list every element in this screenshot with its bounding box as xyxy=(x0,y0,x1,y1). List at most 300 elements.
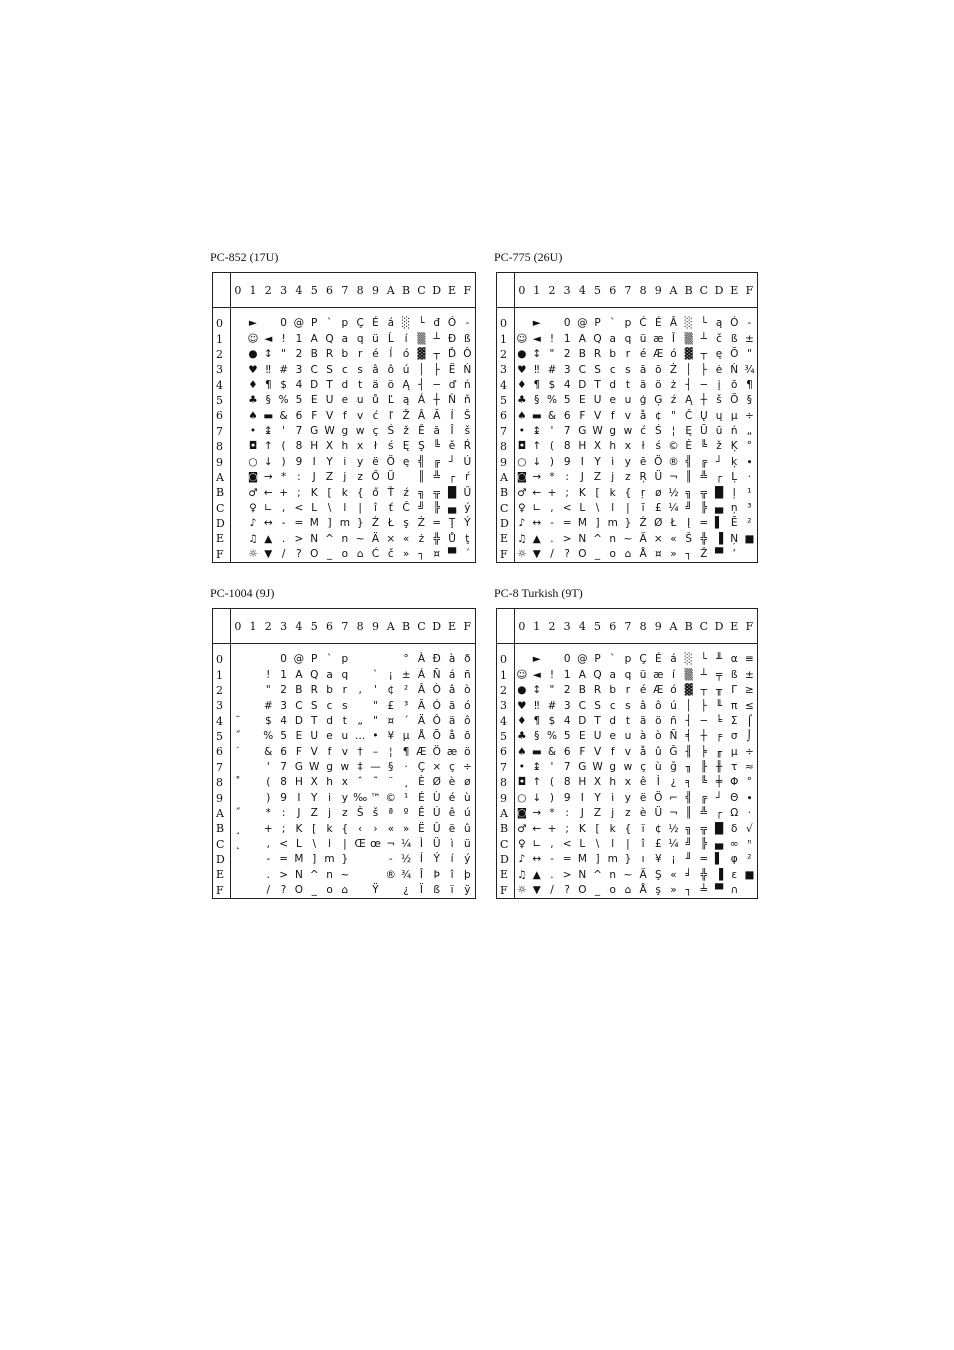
row-header: 0 xyxy=(497,316,514,331)
glyph-cell: ç xyxy=(449,761,455,774)
glyph-cell: Ú xyxy=(432,807,441,820)
glyph-cell: o xyxy=(609,548,616,561)
glyph-cell: ż xyxy=(670,378,677,391)
glyph-cell: i xyxy=(343,455,347,468)
glyph-cell xyxy=(230,331,245,346)
glyph-cell: ’ xyxy=(732,548,736,561)
glyph-cell: đ xyxy=(433,317,441,330)
glyph-cell: S xyxy=(326,363,333,376)
glyph-cell: Û xyxy=(432,822,441,835)
glyph-cell: ▒ xyxy=(684,332,693,345)
glyph-cell: \ xyxy=(312,837,316,850)
table-row xyxy=(497,837,757,852)
glyph-cell: ë xyxy=(448,822,456,835)
glyph-cell: 2 xyxy=(563,348,571,361)
table-row xyxy=(497,316,757,331)
glyph-cell: 0 xyxy=(563,653,571,666)
column-header: D xyxy=(429,273,444,308)
row-header: 0 xyxy=(497,652,514,667)
glyph-cell: t xyxy=(625,378,630,391)
glyph-cell: â xyxy=(639,699,647,712)
table-row xyxy=(213,378,475,393)
table-row xyxy=(213,516,475,531)
column-header: 1 xyxy=(245,609,260,644)
glyph-cell: d xyxy=(326,714,333,727)
glyph-cell: R xyxy=(593,348,602,361)
glyph-cell: l xyxy=(611,501,615,514)
column-header: 6 xyxy=(322,273,337,308)
glyph-cell: ę xyxy=(715,348,723,361)
glyph-cell: { xyxy=(624,822,632,835)
glyph-cell: ± xyxy=(401,668,411,681)
table-row xyxy=(497,470,757,485)
glyph-cell: Ä xyxy=(371,532,380,545)
glyph-cell: Ė xyxy=(685,440,692,453)
glyph-cell: ♣ xyxy=(248,394,258,407)
glyph-cell: e xyxy=(341,394,349,407)
glyph-cell: x xyxy=(624,440,632,453)
glyph-cell: H xyxy=(310,440,319,453)
glyph-cell: 1 xyxy=(563,332,571,345)
glyph-cell: ¼ xyxy=(668,501,679,514)
row-header: 6 xyxy=(497,744,514,759)
glyph-cell: 5 xyxy=(295,394,303,407)
table-row xyxy=(497,347,757,362)
glyph-cell: ┐ xyxy=(685,548,692,561)
glyph-cell: Y xyxy=(311,791,318,804)
glyph-cell: Q xyxy=(310,668,319,681)
glyph-cell: l xyxy=(328,837,331,850)
glyph-cell: v xyxy=(341,745,348,758)
glyph-cell: Θ xyxy=(730,791,739,804)
glyph-cell: @ xyxy=(293,653,305,666)
column-header: 4 xyxy=(575,273,590,308)
table-row xyxy=(497,378,757,393)
row-header: 8 xyxy=(213,439,230,454)
column-header: 4 xyxy=(291,609,306,644)
glyph-cell: è xyxy=(448,776,456,789)
glyph-cell: O xyxy=(310,548,319,561)
glyph-cell xyxy=(230,652,245,667)
glyph-cell: n xyxy=(609,532,617,545)
glyph-cell: ć xyxy=(640,425,646,438)
glyph-cell: ¢ xyxy=(654,409,662,422)
glyph-cell: z xyxy=(357,471,363,484)
row-header: 3 xyxy=(497,362,514,377)
glyph-cell: & xyxy=(547,745,557,758)
glyph-cell: ³ xyxy=(747,501,752,514)
glyph-cell: k xyxy=(609,486,616,499)
glyph-cell: Ś xyxy=(654,425,662,438)
glyph-cell: d xyxy=(341,378,349,391)
glyph-cell: ; xyxy=(565,486,569,499)
glyph-cell: 1 xyxy=(280,668,287,681)
glyph-cell: { xyxy=(356,486,364,499)
table-row xyxy=(497,760,757,775)
glyph-cell xyxy=(230,485,245,500)
glyph-cell: ú xyxy=(464,807,471,820)
column-header: 5 xyxy=(307,273,322,308)
glyph-cell: ě xyxy=(448,440,456,453)
glyph-cell: Ý xyxy=(464,517,471,530)
glyph-cell: b xyxy=(326,684,333,697)
column-header: 6 xyxy=(605,273,620,308)
glyph-cell: ¸ xyxy=(235,822,241,835)
glyph-cell: ╫ xyxy=(715,761,723,774)
glyph-cell: ľ xyxy=(388,409,393,422)
table-row xyxy=(497,501,757,516)
glyph-cell: ║ xyxy=(418,471,425,484)
glyph-cell: ▌ xyxy=(714,853,724,866)
glyph-cell: Ć xyxy=(371,548,380,561)
glyph-cell: Q xyxy=(593,332,602,345)
glyph-cell: σ xyxy=(730,730,738,743)
glyph-cell: ç xyxy=(640,761,646,774)
glyph-cell: ¦ xyxy=(389,745,393,758)
table-row xyxy=(213,547,475,562)
glyph-cell: ◄ xyxy=(532,668,541,681)
column-header: 8 xyxy=(353,273,368,308)
glyph-cell: + xyxy=(263,822,273,835)
glyph-cell: 9 xyxy=(280,791,287,804)
glyph-cell: Ÿ xyxy=(372,884,379,897)
glyph-cell: ¡ xyxy=(671,853,676,866)
glyph-cell: X xyxy=(310,776,318,789)
glyph-cell xyxy=(230,852,245,867)
row-header: F xyxy=(497,883,514,898)
glyph-cell: # xyxy=(547,363,557,376)
glyph-cell: M xyxy=(294,853,304,866)
glyph-cell: , xyxy=(281,501,286,514)
glyph-cell: C xyxy=(578,699,587,712)
glyph-cell: ó xyxy=(402,348,410,361)
glyph-cell: ♦ xyxy=(517,378,527,391)
glyph-cell: ü xyxy=(464,837,471,850)
row-header: D xyxy=(213,852,230,867)
glyph-cell: í xyxy=(404,332,408,345)
glyph-cell: ģ xyxy=(639,394,647,407)
glyph-cell: { xyxy=(624,486,632,499)
glyph-cell: Î xyxy=(419,868,423,881)
table-row xyxy=(497,698,757,713)
glyph-cell: ┬ xyxy=(700,684,707,697)
glyph-cell: ú xyxy=(670,699,677,712)
glyph-cell: ž xyxy=(403,425,409,438)
glyph-cell: % xyxy=(546,730,557,743)
glyph-cell: Ą xyxy=(685,394,693,407)
glyph-cell: å xyxy=(448,730,456,743)
glyph-cell: I xyxy=(312,455,316,468)
row-header: 5 xyxy=(497,393,514,408)
column-header: F xyxy=(460,609,475,644)
table-row xyxy=(213,790,475,805)
glyph-cell: ¤ xyxy=(654,548,662,561)
glyph-cell: 3 xyxy=(563,699,571,712)
glyph-cell: _ xyxy=(594,548,601,561)
glyph-cell: ╩ xyxy=(700,807,707,820)
glyph-cell: Ē xyxy=(730,517,738,530)
column-header: B xyxy=(681,609,696,644)
glyph-cell: W xyxy=(592,425,603,438)
glyph-cell: ñ xyxy=(670,714,677,727)
glyph-cell xyxy=(230,362,245,377)
glyph-cell: Ô xyxy=(432,714,441,727)
glyph-cell: ÿ xyxy=(464,884,471,897)
glyph-cell: ? xyxy=(296,548,302,561)
column-header: 9 xyxy=(368,609,383,644)
glyph-cell: ▒ xyxy=(417,332,426,345)
glyph-cell: z xyxy=(625,471,631,484)
glyph-cell: V xyxy=(310,745,318,758)
glyph-cell: é xyxy=(639,348,647,361)
glyph-cell: - xyxy=(550,517,554,530)
glyph-cell: È xyxy=(418,776,425,789)
glyph-cell: y xyxy=(357,455,364,468)
glyph-cell: p xyxy=(341,317,349,330)
charset-table xyxy=(212,272,476,563)
table-row xyxy=(213,837,475,852)
glyph-cell: 6 xyxy=(563,745,571,758)
glyph-cell: û xyxy=(464,822,471,835)
glyph-cell: : xyxy=(565,471,569,484)
glyph-cell xyxy=(245,683,260,698)
column-header: D xyxy=(711,609,726,644)
glyph-cell: ▄ xyxy=(714,501,724,514)
glyph-cell: r xyxy=(357,348,363,361)
glyph-cell: ┘ xyxy=(448,455,456,468)
glyph-cell: ╪ xyxy=(715,776,723,789)
table-row xyxy=(213,714,475,729)
glyph-cell: e xyxy=(326,730,333,743)
table-row xyxy=(213,652,475,667)
glyph-cell: : xyxy=(297,471,301,484)
glyph-cell xyxy=(261,652,276,667)
glyph-cell: † xyxy=(357,745,363,758)
glyph-cell: ▓ xyxy=(417,348,426,361)
row-header: 1 xyxy=(497,331,514,346)
glyph-cell: £ xyxy=(654,837,662,850)
glyph-cell: ä xyxy=(372,378,379,391)
glyph-cell: ♂ xyxy=(517,822,527,835)
glyph-cell: M xyxy=(577,517,587,530)
glyph-cell: ╝ xyxy=(418,501,425,514)
glyph-cell: ↑ xyxy=(532,440,542,453)
glyph-cell: » xyxy=(670,884,677,897)
row-header: D xyxy=(497,516,514,531)
row-header: C xyxy=(213,837,230,852)
glyph-cell: ╠ xyxy=(433,501,440,514)
glyph-cell: q xyxy=(341,668,349,681)
table-row xyxy=(497,667,757,682)
glyph-cell: ↑ xyxy=(532,776,542,789)
glyph-cell: r xyxy=(625,684,631,697)
glyph-cell: p xyxy=(624,653,632,666)
glyph-cell: ┬ xyxy=(700,348,707,361)
glyph-cell: ○ xyxy=(517,791,527,804)
table-title: PC-8 Turkish (9T) xyxy=(494,586,583,600)
glyph-cell: § xyxy=(534,394,540,407)
glyph-cell: , xyxy=(358,684,362,697)
glyph-cell: n xyxy=(341,532,349,545)
glyph-cell: č xyxy=(387,548,394,561)
glyph-cell: ► xyxy=(248,317,257,330)
glyph-cell: { xyxy=(341,822,349,835)
glyph-cell: W xyxy=(324,425,335,438)
glyph-cell: ◄ xyxy=(532,332,541,345)
column-header: E xyxy=(444,273,459,308)
glyph-cell: D xyxy=(578,714,587,727)
glyph-cell: ♫ xyxy=(248,532,258,545)
glyph-cell: Q xyxy=(325,332,334,345)
glyph-cell: H xyxy=(578,776,587,789)
glyph-cell: ⁿ xyxy=(747,837,752,850)
glyph-cell: Î xyxy=(450,425,454,438)
glyph-cell: Ğ xyxy=(669,745,678,758)
column-header: 9 xyxy=(368,273,383,308)
glyph-cell: ô xyxy=(464,714,471,727)
glyph-cell: ď xyxy=(448,378,456,391)
column-header: F xyxy=(742,609,757,644)
glyph-cell: ² xyxy=(747,517,752,530)
glyph-cell: ť xyxy=(388,501,393,514)
glyph-cell: ½ xyxy=(668,486,679,499)
glyph-cell xyxy=(544,316,559,331)
glyph-cell: ü xyxy=(639,332,647,345)
glyph-cell: Å xyxy=(639,548,647,561)
glyph-cell: ─ xyxy=(433,378,440,391)
glyph-cell: ╘ xyxy=(715,714,723,727)
glyph-cell: E xyxy=(579,730,586,743)
table-row xyxy=(213,852,475,867)
glyph-cell: ╝ xyxy=(685,837,692,850)
glyph-cell: Ā xyxy=(669,317,678,330)
glyph-cell: Ň xyxy=(448,394,456,407)
glyph-cell: T xyxy=(594,714,601,727)
glyph-cell xyxy=(245,852,260,867)
glyph-cell: ▀ xyxy=(447,548,457,561)
glyph-cell xyxy=(245,652,260,667)
glyph-cell: ö xyxy=(387,378,394,391)
glyph-cell: ☼ xyxy=(517,548,527,561)
glyph-cell: ◙ xyxy=(516,807,527,820)
glyph-cell: ( xyxy=(281,440,286,453)
glyph-cell: K xyxy=(578,822,586,835)
glyph-cell: Ü xyxy=(432,837,441,850)
glyph-cell: ä xyxy=(639,714,647,727)
column-header: 3 xyxy=(276,273,291,308)
glyph-cell: ñ xyxy=(464,668,471,681)
glyph-cell: ∙ xyxy=(746,455,753,468)
glyph-cell: A xyxy=(578,668,586,681)
glyph-cell: u xyxy=(624,730,632,743)
row-header: 6 xyxy=(213,744,230,759)
glyph-cell: 8 xyxy=(563,776,571,789)
glyph-cell: ╣ xyxy=(685,791,692,804)
table-row xyxy=(213,393,475,408)
glyph-cell: ║ xyxy=(685,807,692,820)
glyph-cell: · xyxy=(747,807,752,820)
glyph-cell: ┴ xyxy=(433,332,440,345)
glyph-cell: Ð xyxy=(432,653,441,666)
glyph-cell: Ž xyxy=(700,548,708,561)
glyph-cell: ' xyxy=(550,425,554,438)
row-header: 9 xyxy=(213,454,230,469)
glyph-cell: _ xyxy=(594,884,601,897)
glyph-cell xyxy=(245,837,260,852)
glyph-cell: é xyxy=(448,791,456,804)
glyph-cell: , xyxy=(266,837,270,850)
glyph-cell: / xyxy=(281,548,286,561)
glyph-cell: } xyxy=(624,853,632,866)
glyph-cell: ½ xyxy=(668,822,679,835)
glyph-cell: ð xyxy=(464,653,471,666)
glyph-cell: é xyxy=(639,684,647,697)
glyph-cell: ╠ xyxy=(700,837,707,850)
glyph-cell: ○ xyxy=(517,455,527,468)
glyph-cell: U xyxy=(310,730,319,743)
glyph-cell: Ö xyxy=(654,455,663,468)
table-row xyxy=(213,775,475,790)
glyph-cell: ï xyxy=(450,884,454,897)
glyph-cell: ╕ xyxy=(685,776,692,789)
glyph-cell: B xyxy=(578,684,586,697)
glyph-cell: └ xyxy=(700,317,707,330)
column-header: 2 xyxy=(544,609,559,644)
glyph-cell xyxy=(230,424,245,439)
glyph-cell: ¤ xyxy=(387,714,395,727)
glyph-cell xyxy=(353,852,368,867)
glyph-cell: ò xyxy=(655,730,662,743)
glyph-cell: Ī xyxy=(671,332,676,345)
glyph-cell xyxy=(514,652,529,667)
glyph-cell: Y xyxy=(594,455,601,468)
glyph-cell: Y xyxy=(594,791,601,804)
glyph-cell: ‡ xyxy=(357,761,363,774)
table-row xyxy=(213,744,475,759)
table-row xyxy=(497,821,757,836)
glyph-cell: n xyxy=(609,868,617,881)
glyph-cell: ∙ xyxy=(746,791,753,804)
glyph-cell: ˘ xyxy=(235,714,241,727)
glyph-cell: ╚ xyxy=(433,440,440,453)
glyph-cell: į xyxy=(717,378,721,391)
glyph-cell: ] xyxy=(595,853,600,866)
glyph-cell: Ç xyxy=(417,761,426,774)
glyph-cell: ╜ xyxy=(685,853,692,866)
glyph-cell: F xyxy=(579,409,586,422)
glyph-cell: ╗ xyxy=(418,486,425,499)
glyph-cell: * xyxy=(549,471,555,484)
glyph-cell: ś xyxy=(388,440,394,453)
glyph-cell: o xyxy=(609,884,616,897)
glyph-cell: █ xyxy=(714,486,724,499)
glyph-cell: ¢ xyxy=(654,822,662,835)
glyph-cell: ) xyxy=(549,791,555,804)
glyph-cell: Ñ xyxy=(432,668,441,681)
glyph-cell: ┌ xyxy=(715,807,723,820)
glyph-cell: ◘ xyxy=(517,440,526,453)
charset-table xyxy=(496,272,758,563)
glyph-cell: ż xyxy=(418,532,425,545)
glyph-cell xyxy=(230,378,245,393)
glyph-cell: " xyxy=(265,684,271,697)
row-header: 0 xyxy=(213,316,230,331)
glyph-cell: ~ xyxy=(623,532,633,545)
table-row xyxy=(497,547,757,562)
glyph-cell: α xyxy=(730,653,738,666)
glyph-cell: ² xyxy=(403,684,409,697)
glyph-cell: δ xyxy=(731,822,738,835)
